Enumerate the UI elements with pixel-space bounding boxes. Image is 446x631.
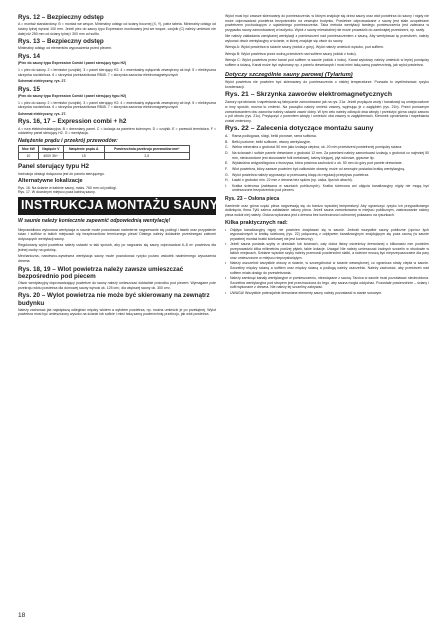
recommendation-list [225,134,429,193]
bullet-icon: • [225,227,227,232]
left-column [18,14,219,319]
table-header-row [19,146,190,153]
list-text: Ławki o grubości min. 22 mm z drewna bez sęków (np. osika, lipa lub abachi). [232,178,353,183]
section-title-rys13: Rys. 13 – Bezpieczny odstęp [18,38,104,46]
section-title-rys12: Rys. 12 – Bezpieczny odstęp [18,14,104,21]
table-cell: 10 [19,153,39,160]
list-item [225,184,429,193]
table-cell: 15 [63,153,104,160]
list-item [225,173,429,178]
section-body-rys15: 1 = piec do sauny. 2 = termistor (czujnik). 3 = panel sterujący H2. 4 = ewentualny wyłącznik zewnętrzny wł./wył. 5 = elektryczna skrzynka rozdzielcza. 6 = skrzynka przekaźnikowa RB45. 7 = skrzynka zaworów elektromagnetycznych [18,100,216,110]
table-cell: 400V 3N~ [38,153,63,160]
list-item [225,228,429,242]
section-body-rys21: Zawory opróżniania i napełniania są fabrycznie zamontowane jak na rys. 21a. Jeżeli przyłącza wody i kanalizacji są umiejscowione w inny sposób, można to zmienić. Na początku należy umieść zawory, wyjmując je z zagłębień (rys. 21b). Przed ponownym zamontowaniem obu zaworów należy ustawić zawór dolny. W tym celu należy odkręcić dwa wkręty i przełożyć górna część zaworu o pół obrotu (rys. 21c). Przyłączyć z powrotem wkręty i umieścić oba zawory w zagłębieniach. Kierunek opróżniania i napełniania został zmieniony. [225,100,429,123]
list-item [225,261,429,275]
section-body-rys23: Kamienie oraz górna część pieca nagrzewają się do bardzo wysokiej temperatury! Aby ograniczyć ryzyko ich przypadkowego dotknięcia, firma Tylö zaleca zakładanie osłony pieca. Jeżeli sauna zamontowana w miejscu publicznym, zastosowanie osłony pieca wokół niej należy. Osłona wykonana jest z drewna bez konieczności ochronnej pokazano na rysunkach. [225,203,429,218]
section-title-rys21: Rys. 21 – Skrzynka zaworów elektromagnetycznych [225,91,392,99]
list-item [225,276,429,290]
version-a: Wersja A: Wylot powietrza w ścianie sauny (widok z góry). Wylot należy umieścić wysoko, pod sufitem. [225,45,384,50]
section-body-rys18: Otwór wentylacyjny doprowadzający powietrze do sauny należy umieszczać dokładnie pośrodku pod piecem. Wymagane pole przekroju wlotu powietrza dla domowej sauny wynosi ok. 125 cm², dla większej sauny ok. 300 cm². [18,281,216,290]
section-subtitle-rys14: (Piec do sauny typu Expression Combi i panel sterujący typu H2) [18,61,127,66]
tips-title: Kilka praktycznych rad: [225,219,288,226]
section-title-rys23: Rys. 23 – Osłona pieca [225,196,280,202]
list-item [225,134,429,139]
list-text: Wlot powietrza, który zawsze powinien być całkowicie otwarty, może od zewnątrz posiadać kratkę wentylacyjną. [232,166,406,171]
list-text: Należy uszczelnić wszystkie otwory w ścianie, w szczególności w ścianie wewnętrznej, co ogranicza straty ciepła w saunie. Szczeliny między ścianą a sufitem oraz między ścianą a podłogą należy uszczelnić. Należy zachować, aby przestrzeń nad sufitem miała dostęp do przewietrzania. [230,261,429,275]
bullet-icon: • [225,290,227,295]
list-marker: C. [225,145,229,150]
list-marker: A. [225,134,229,139]
list-text: Kratka ścienowa (zakiwana w sauniach publicznych). Kratka ścienowa ani objęcia kanalizacyjny nigdy nie mogą być umieszczone bezpośrednio pod piecem. [232,183,429,193]
list-marker: F. [225,166,228,171]
list-marker: G. [225,172,229,177]
list-item [225,145,429,150]
current-cable-table [18,145,190,160]
steam-sauna-title: Dotyczy szczególnie sauny parowej (Tylarium) [225,72,353,79]
section-body-rys14: 1 = piec do sauny. 2 = termistor (czujnik). 3 = panel sterujący H2. 4 = ewentualny wyłącznik zewnętrzny wł./wył. 5 = elektryczna skrzynka rozdzielcza. 6 = skrzynka przekaźnikowa RB45. 7 = skrzynka zaworów elektromagnetycznych [18,68,216,77]
page-number: 18 [18,612,26,619]
section-title-rys16: Rys. 16, 17 – Expression combi + h2 [18,118,127,126]
list-text: Odpływ kanalizacyjny nigdy nie powinien znajdować się w saunie. Jednak wszystkie sauny publiczne (oprócz tych wyposażonych w kratkę ściekową (rys. 22) połączoną z odpływem kanalizacyjnym znajdującym się poza sauną (w saunie prywatnej montaż kratki ściekowej nie jest konieczny). [230,227,429,241]
alt-location-1: Rys. 16. Na ścianie w kabinie sauny, maks. 760 mm od podłogi. [18,185,117,190]
list-item [225,140,429,145]
section-title-alternative-locations: Alternatywne lokalizacje [18,178,83,185]
ventilation-warning: W saunie należy koniecznie zapewnić odpowiednią wentylację! [18,217,171,224]
outlet-intro-2: Nie należy zakładania zamykanej wentylacji z pomieszczeń nad pomieszczeniem z sauną. Aby wentylować tę przestrzeń, należy wykonać otwór wentylacyjny w ścianie, w której znajduje się otwór do sauny. [225,34,429,43]
version-b: Wersja B: Wylot powietrza przez wolną przestrzeń nad sufitem sauny (widok z boku). [225,51,357,56]
list-item [225,161,429,166]
table-header-cell: Napięcie V [38,146,63,153]
section-body-h2-panel: Instrukcja obsługi dołączona jest do panelu sterującego. [18,171,105,176]
list-text: Jeżeli sauna posiada szyby w drzwiach lub ścianach, cały dolna listwy ościeżnicy drewnianej o kilkunastu mm powinien przeprowadzić kilka milimetrów poniżej płytek, takie izolacje. Uwaga! Nie należy umieszczać żadnych szczelin w obudowie w takich miejscach. Szklane wysokie szyby należy przenosić powierzchni siatki, a ścienne muszą być nieprzepuszczalne dla pary oraz umieszczone w miejscu nieprzysłoniętym. [230,242,429,261]
list-item [225,151,429,160]
table-row [19,153,190,160]
bullet-icon: • [225,275,227,280]
list-item [225,291,429,296]
version-c: Wersja C: Wylot powietrza przez kanał pod sufitem w saunie (widok z boku). Kanał wylotowy należy umieścić w lepiej pomiędzy sufitem a ścianą. Kanał może być wykonany np. z panelu drewnianych i musi mieć taką samą powierzchnię, jak wylot powietrza. [225,58,429,67]
list-text: Wykładzina antypoślizgowa z tworzywa, która powinna zachodzić o ok. 50 mm do góry pod panele drewniane. [232,161,403,166]
section-subtitle-rys15: (Piec do sauny typu Expression Combi i panel sterujący typu H2) [18,94,127,99]
list-text: Wylot powietrza należy wyposażyć w przesuwną klapę do regulacji przepływu powietrza. [232,172,370,177]
section-body-rys13: Minimalny odstęp od elementów wyposażenia przed piecem. [18,46,113,51]
section-title-rys18: Rys. 18, 19 – Wlot powietrza należy zawsze umieszczać bezpośrednio pod piecem [18,265,184,280]
list-item [225,178,429,183]
list-marker: B. [225,139,229,144]
list-item [225,167,429,172]
tips-list [225,228,429,295]
section-title-rys22: Rys. 22 – Zalecenia dotyczące montażu sauny [225,125,374,133]
section-note-rys15: Schemat elektryczny, rys. 27. [18,111,67,116]
table-title: Natężenie prądu i przekrój przewodów: [18,137,118,144]
list-marker: D. [225,151,229,156]
list-text: Wełna mineralna o grubości 50 mm jako izolacja cieplna, ok. 20 mm przestrzeni powietrznej pomiędzy ściana. [232,145,403,150]
bullet-icon: • [225,242,227,247]
table-cell: 2,5 [104,153,189,160]
section-title-rys15: Rys. 15 [18,85,41,93]
section-body-rys12: A = montaż standardowy. B = montaż we wnęce. Minimalny odstęp od ściany bocznej (X, Y), patrz tabela. Minimalny odstęp od ściany tylnej wynosi 100 mm. Jeżeli piec do sauny typu Expression montowany jest we wnęce, czujnik (C) należy umieścić nie dalej niż 250 mm od ściany tylnej i 300 mm od sufitu. [18,22,216,36]
list-marker: H. [225,178,229,183]
list-text: Belki poziome, belki sufitowe, otwory wentylacyjne. [232,139,311,144]
section-title-rys14: Rys. 14 [18,53,41,61]
section-title-rys20: Rys. 20 – Wylot powietrza nie może być skierowany na zewnątrz budynku [18,292,210,307]
section-body-rys20: Należy zachować jak największą odległość między wlotem a wylotem powietrza, np. można umieścić je po przekątnej. Wylot powietrza musi być umieszczony wysoko na ścianie lub suficie i mieć taką samą powierzchnię przekroju, jak wlot powietrza. [18,307,216,317]
ventilation-paragraph-1: Nieprawidłowo wykonana wentylacja w saunie może powodować nadmierne nagrzewanie się podłogi i ławek oraz przypalenie ścian i sufitów w takich miejscach się bezpieczników termicznego pieca! Dlatego należy dokładnie przestrzegać zaleceń dotyczących wentylacji sauny. [18,227,216,241]
section-body-rys16: A = rura elektroinstalacyjna. B = drewniany panel. C = izolacja za panelem ściennym. D = czujnik. E = przewód termistora. F = oddzielny panel sterujący H2. G = wentylacja. [18,126,216,136]
right-column [225,14,429,296]
ventilation-paragraph-3: Mechaniczna, nawiewno-wywiewna wentylacja sauny może powodować ryzyko pożaru wskutek nadmiernego wysuszenia drewna. [18,254,216,263]
outlet-intro: Wylot musi być zawsze skierowany do pomieszczenia, w którym znajduje się drzwi sauny oraz wlot powietrza do sauny i nigdy nie może odprowadzać powietrza bezpośrednio na zewnątrz budynku. Powietrze odprowadzane z sauny jest stale uzupełniane powietrzem pochodzącym z sąsiedniego pomieszczenia. Taka metoda wentylacji tamtego pomieszczenia jest zalecana w przypadku sauny zamontowanej w budynku. Wylot z sauny mieszkalnej nie może prowadzić do zamkniętej przestrzeni, np. szafy. [225,14,429,32]
bullet-icon: • [225,261,227,266]
list-marker: I. [225,183,227,188]
alt-location-2: Rys. 17. W dowolnym miejscu poza kabiną sauny. [18,190,96,195]
list-text: Należy zamknąć kanały wentylacyjne w pomieszczeniu, niezwiązane z sauną. Tarcica w saunie musi pozostawać nieobrobiona. Szczelina wentylacyjna pod stropem jest przeznaczona do tego, aby sauna mogła oddychać. Pozostałe powierzchnie – ściany i sufit wykonane z drewna. Nie należy tej szczeliny zakrywać. [230,275,429,290]
list-marker: E. [225,161,229,166]
ventilation-paragraph-2: Regulowany wylot powietrza należy ustawić w taki sposób, aby po nagrzaniu się sauny odprowadzał 6–8 m³ powietrza dla jednej osoby na godzinę. [18,243,216,252]
installation-banner: INSTRUKCJA MONTAŻU SAUNY [18,197,216,215]
list-text: Rama podłogowa, ślizgi, belki pionowe, rama sufitowa. [232,134,317,139]
list-text: UWAGA! Wszystkie potencjalnie drewniane elementy sauny należy pozostawić w stanie surowym. [230,290,383,295]
table-header-cell: Powierzchnia przekroju przewodów mm² [104,146,189,153]
list-item [225,242,429,260]
section-note-rys14: Schemat elektryczny, rys. 27. [18,79,67,84]
section-title-h2-panel: Panel sterujący typu H2 [18,163,90,171]
table-header-cell: Moc kW [19,146,39,153]
list-text: Na ścianach i suficie panele drewniane o grubości 12 mm. Za panelami należy zamontować izolację o grubości co najmniej 50 mm, niedozwolone jest stosowanie folii metalowej, taśmy klejącej, płyt wiórowe, gipsowe itp. [232,151,429,160]
table-header-cell: Natężenie prądu A [63,146,104,153]
steam-sauna-body: Wylot powietrza nie powinien być skierowany do pomieszczenia o niskiej temperaturze. Pozwala to wyeliminować ryzyko kondensacji. [225,80,429,89]
